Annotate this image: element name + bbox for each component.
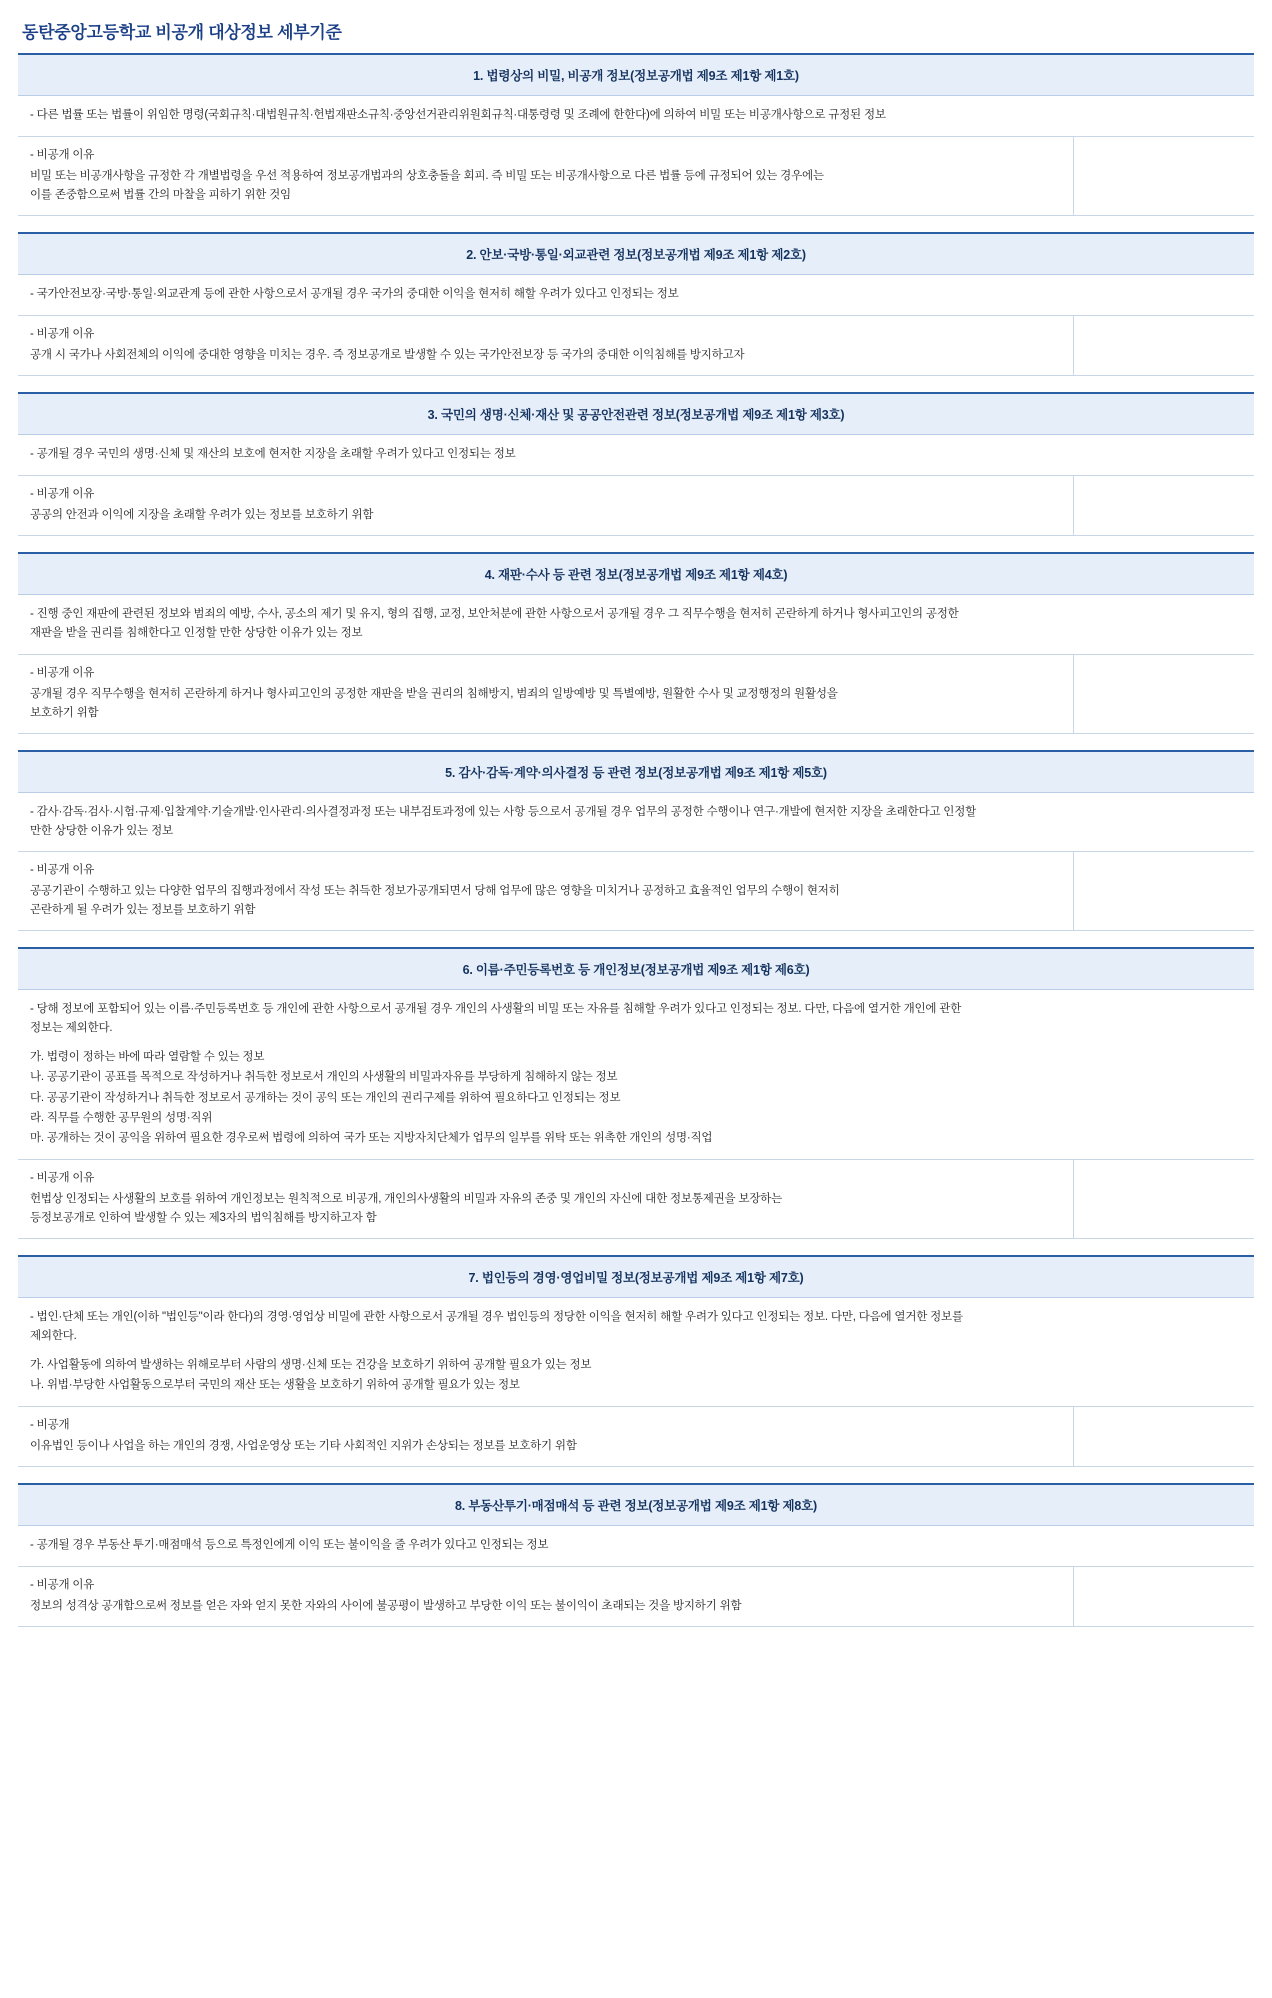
reason-empty-cell: [1073, 316, 1254, 375]
section-description: [18, 435, 1254, 476]
sections-container: [18, 53, 1254, 1627]
description-line: - 다른 법률 또는 법률이 위임한 명령(국회규칙·대법원규칙·헌법재판소규칙·중앙선거관리위원회규칙·대통령령 및 조례에 한한다)에 의하여 비밀 또는 비공개사항으로 규정된 정보: [30, 109, 886, 121]
description-line: - 진행 중인 재판에 관련된 정보와 범죄의 예방, 수사, 공소의 제기 및 유지, 형의 집행, 교정, 보안처분에 관한 사항으로서 공개될 경우 그 직무수행을 현저히 곤란하게 하거나 형사피고인의 공정한: [30, 607, 959, 620]
reason-cell: [18, 476, 1073, 535]
section-description: [18, 793, 1254, 853]
reason-empty-cell: [1073, 852, 1254, 930]
exemption-section: [18, 552, 1254, 734]
exemption-section: [18, 1483, 1254, 1627]
section-heading: 6. 이름·주민등록번호 등 개인정보(정보공개법 제9조 제1항 제6호): [18, 949, 1254, 990]
reason-line: 헌법상 인정되는 사생활의 보호를 위하여 개인정보는 원칙적으로 비공개, 개인의사생활의 비밀과 자유의 존중 및 개인의 자신에 대한 정보통제권을 보장하는: [30, 1192, 783, 1205]
description-line: - 법인·단체 또는 개인(이하 "법인등"이라 한다)의 경영·영업상 비밀에 관한 사항으로서 공개될 경우 법인등의 정당한 이익을 현저히 해할 우려가 있다고 인정되는 정보. 다만, 다음에 열거한 정보를: [30, 1310, 963, 1323]
description-line: - 공개될 경우 부동산 투기·매점매석 등으로 특정인에게 이익 또는 불이익을 줄 우려가 있다고 인정되는 정보: [30, 1538, 549, 1551]
description-line: - 당해 정보에 포함되어 있는 이름·주민등록번호 등 개인에 관한 사항으로서 공개될 경우 개인의 사생활의 비밀 또는 자유를 침해할 우려가 있다고 인정되는 정보. 다만, 다음에 열거한 개인에 관한: [30, 1003, 962, 1016]
reason-empty-cell: [1073, 1567, 1254, 1626]
page-title: 동탄중앙고등학교 비공개 대상정보 세부기준: [22, 23, 342, 42]
reason-row: [18, 1567, 1254, 1627]
reason-line: 보호하기 위함: [30, 706, 99, 719]
reason-cell: [18, 316, 1073, 375]
reason-line: 이유법인 등이나 사업을 하는 개인의 경쟁, 사업운영상 또는 기타 사회적인 지위가 손상되는 정보를 보호하기 위함: [30, 1440, 577, 1452]
reason-text: [30, 167, 1061, 205]
section-heading: 1. 법령상의 비밀, 비공개 정보(정보공개법 제9조 제1항 제1호): [18, 55, 1254, 96]
reason-label: - 비공개 이유: [30, 148, 95, 161]
exemption-section: [18, 1255, 1254, 1467]
exception-list: [30, 1047, 1242, 1148]
list-item: 나. 위법·부당한 사업활동으로부터 국민의 재산 또는 생활을 보호하기 위하여 공개할 필요가 있는 정보: [30, 1378, 520, 1391]
section-heading: 8. 부동산투기·매점매석 등 관련 정보(정보공개법 제9조 제1항 제8호): [18, 1485, 1254, 1526]
description-line: 제외한다.: [30, 1329, 77, 1342]
description-line: 정보는 제외한다.: [30, 1022, 113, 1035]
list-item: 다. 공공기관이 작성하거나 취득한 정보로서 공개하는 것이 공익 또는 개인의 권리구제를 위하여 필요하다고 인정되는 정보: [30, 1091, 621, 1104]
section-description: [18, 595, 1254, 655]
reason-line: 공공의 안전과 이익에 지장을 초래할 우려가 있는 정보를 보호하기 위함: [30, 508, 374, 521]
reason-cell: [18, 1567, 1073, 1626]
reason-line: 정보의 성격상 공개함으로써 정보를 얻은 자와 얻지 못한 자와의 사이에 불공평이 발생하고 부당한 이익 또는 불이익이 초래되는 것을 방지하기 위함: [30, 1599, 742, 1612]
reason-label: - 비공개 이유: [30, 327, 95, 340]
reason-row: [18, 1160, 1254, 1239]
exemption-section: [18, 750, 1254, 932]
reason-text: [30, 346, 1061, 365]
reason-row: [18, 316, 1254, 376]
reason-row: [18, 137, 1254, 216]
description-line: 재판을 받을 권리를 침해한다고 인정할 만한 상당한 이유가 있는 정보: [30, 626, 363, 639]
reason-empty-cell: [1073, 1160, 1254, 1238]
section-description: [18, 990, 1254, 1160]
reason-empty-cell: [1073, 655, 1254, 733]
reason-label: - 비공개: [30, 1419, 70, 1432]
description-line: 만한 상당한 이유가 있는 정보: [30, 824, 173, 837]
exception-list: [30, 1355, 1242, 1395]
reason-row: [18, 655, 1254, 734]
reason-cell: [18, 655, 1073, 733]
reason-empty-cell: [1073, 1407, 1254, 1466]
section-heading: 4. 재판·수사 등 관련 정보(정보공개법 제9조 제1항 제4호): [18, 554, 1254, 595]
reason-text: [30, 1190, 1061, 1228]
section-heading: 3. 국민의 생명·신체·재산 및 공공안전관련 정보(정보공개법 제9조 제1항 제3호): [18, 394, 1254, 435]
reason-cell: [18, 1407, 1073, 1466]
reason-row: [18, 852, 1254, 931]
section-description: [18, 275, 1254, 316]
reason-cell: [18, 1160, 1073, 1238]
list-item: 나. 공공기관이 공표를 목적으로 작성하거나 취득한 정보로서 개인의 사생활의 비밀과자유를 부당하게 침해하지 않는 정보: [30, 1071, 618, 1084]
reason-line: 비밀 또는 비공개사항을 규정한 각 개별법령을 우선 적용하여 정보공개법과의 상호충돌을 회피. 즉 비밀 또는 비공개사항으로 다른 법률 등에 규정되어 있는 경우에는: [30, 169, 824, 182]
reason-row: [18, 476, 1254, 536]
list-item: 라. 직무를 수행한 공무원의 성명·직위: [30, 1111, 213, 1124]
reason-line: 공개 시 국가나 사회전체의 이익에 중대한 영향을 미치는 경우. 즉 정보공개로 발생할 수 있는 국가안전보장 등 국가의 중대한 이익침해를 방지하고자: [30, 348, 745, 361]
exemption-section: [18, 53, 1254, 216]
reason-text: [30, 1597, 1061, 1616]
description-line: - 공개될 경우 국민의 생명·신체 및 재산의 보호에 현저한 지장을 초래할 우려가 있다고 인정되는 정보: [30, 447, 516, 460]
section-heading: 7. 법인등의 경영·영업비밀 정보(정보공개법 제9조 제1항 제7호): [18, 1257, 1254, 1298]
section-heading: 5. 감사·감독·계약·의사결정 등 관련 정보(정보공개법 제9조 제1항 제5호): [18, 752, 1254, 793]
exemption-section: [18, 392, 1254, 536]
reason-line: 공공기관이 수행하고 있는 다양한 업무의 집행과정에서 작성 또는 취득한 정보가공개되면서 당해 업무에 많은 영향을 미치거나 공정하고 효율적인 업무의 수행이 현저히: [30, 885, 840, 898]
reason-text: [30, 1437, 1061, 1456]
reason-line: 공개될 경우 직무수행을 현저히 곤란하게 하거나 형사피고인의 공정한 재판을 받을 권리의 침해방지, 범죄의 일방예방 및 특별예방, 원활한 수사 및 교정행정의 원활성을: [30, 687, 838, 700]
reason-label: - 비공개 이유: [30, 1578, 95, 1591]
reason-line: 곤란하게 될 우려가 있는 정보를 보호하기 위함: [30, 904, 256, 917]
reason-empty-cell: [1073, 137, 1254, 215]
list-item: 가. 사업활동에 의하여 발생하는 위해로부터 사람의 생명·신체 또는 건강을 보호하기 위하여 공개할 필요가 있는 정보: [30, 1358, 592, 1371]
reason-line: 이를 존중함으로써 법률 간의 마찰을 피하기 위한 것임: [30, 188, 291, 201]
reason-label: - 비공개 이유: [30, 666, 95, 679]
reason-text: [30, 506, 1061, 525]
reason-row: [18, 1407, 1254, 1467]
description-line: - 감사·감독·검사·시험·규제·입찰계약·기술개발·인사관리·의사결정과정 또는 내부검토과정에 있는 사항 등으로서 공개될 경우 업무의 공정한 수행이나 연구·개발에 현저한 지장을 초래한다고 인정할: [30, 805, 977, 818]
exemption-section: [18, 232, 1254, 376]
reason-cell: [18, 852, 1073, 930]
section-heading: 2. 안보·국방·통일·외교관련 정보(정보공개법 제9조 제1항 제2호): [18, 234, 1254, 275]
reason-line: 등정보공개로 인하여 발생할 수 있는 제3자의 법익침해를 방지하고자 함: [30, 1211, 377, 1224]
reason-empty-cell: [1073, 476, 1254, 535]
reason-label: - 비공개 이유: [30, 487, 95, 500]
section-description: [18, 96, 1254, 137]
reason-cell: [18, 137, 1073, 215]
section-description: [18, 1526, 1254, 1567]
list-item: 마. 공개하는 것이 공익을 위하여 필요한 경우로써 법령에 의하여 국가 또는 지방자치단체가 업무의 일부를 위탁 또는 위촉한 개인의 성명·직업: [30, 1131, 713, 1144]
reason-text: [30, 882, 1061, 920]
description-line: - 국가안전보장·국방·통일·외교관계 등에 관한 사항으로서 공개될 경우 국가의 중대한 이익을 현저히 해할 우려가 있다고 인정되는 정보: [30, 287, 679, 300]
reason-label: - 비공개 이유: [30, 864, 95, 877]
reason-text: [30, 685, 1061, 723]
reason-label: - 비공개 이유: [30, 1171, 95, 1184]
exemption-section: [18, 947, 1254, 1238]
section-description: [18, 1298, 1254, 1407]
list-item: 가. 법령이 정하는 바에 따라 열람할 수 있는 정보: [30, 1051, 265, 1064]
